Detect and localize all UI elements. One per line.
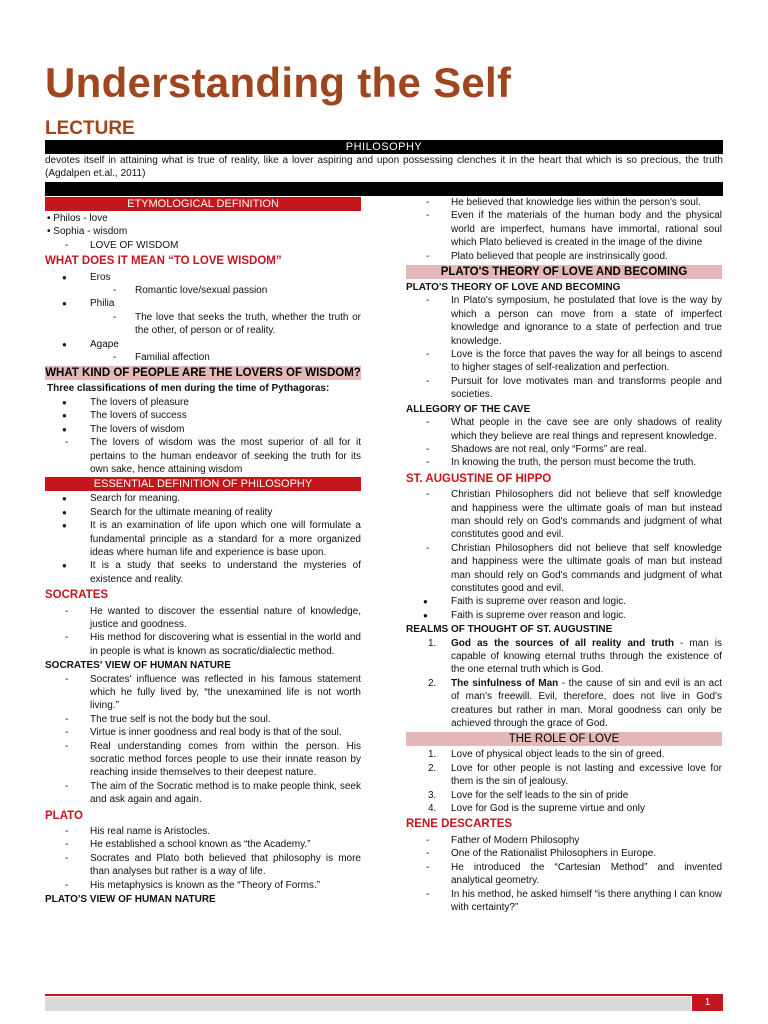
list-item: - Christian Philosophers did not believe that self knowledge and happiness were the ultimate goals of man but instead man should rely on God's commands and judgment of what constitutes good and evil. bbox=[406, 542, 722, 596]
lovers-intro: Three classifications of men during the time of Pythagoras: bbox=[47, 383, 330, 395]
list-number: 2. bbox=[428, 677, 437, 689]
right-column bbox=[406, 196, 722, 914]
list-item bbox=[406, 637, 722, 677]
list-item: ● It is a study that seeks to understand the mysteries of existence and reality. bbox=[45, 559, 361, 586]
list-item: - In knowing the truth, the person must become the truth. bbox=[406, 456, 722, 469]
augustine-heading: ST. AUGUSTINE OF HIPPO bbox=[406, 472, 552, 485]
realm-text: - the cause of sin and evil is an act of man's freewill. Evil, therefore, does not live in God's creatures but rather in man. Moral goodness can only be achieved through the grace of God. bbox=[451, 677, 723, 730]
realms-heading: REALMS OF THOUGHT OF ST. AUGUSTINE bbox=[406, 624, 613, 636]
love-wisdom-heading: WHAT DOES IT MEAN “TO LOVE WISDOM” bbox=[45, 255, 282, 268]
list-item: - Socrates' influence was reflected in his famous statement which he fully lived by, “the unexamined life is not worth living.” bbox=[45, 673, 361, 713]
list-item: - The aim of the Socratic method is to make people think, seek and ask again and again. bbox=[45, 780, 361, 807]
list-item: - In his method, he asked himself “is there anything I can know with certainty?” bbox=[406, 888, 722, 915]
list-number: 1. bbox=[428, 637, 437, 649]
list-item: - Love is the force that paves the way for all beings to ascend to higher stages of self-realization and perfection. bbox=[406, 348, 722, 375]
socrates-heading: SOCRATES bbox=[45, 589, 109, 602]
list-item: - Socrates and Plato both believed that philosophy is more than analyses but rather is a way of life. bbox=[45, 852, 361, 879]
list-text: Love of physical object leads to the sin of greed. bbox=[451, 749, 665, 761]
list-item: ● It is an examination of life upon which one will formulate a fundamental principle as a standard for a more organized ideas where human life and experience is base upon. bbox=[45, 519, 361, 559]
list-item: - He believed that knowledge lies within the person's soul. bbox=[406, 196, 722, 209]
list-item: - Pursuit for love motivates man and transforms people and societies. bbox=[406, 375, 722, 402]
list-item: - One of the Rationalist Philosophers in Europe. bbox=[406, 847, 722, 860]
list-item: ● Philia bbox=[45, 297, 361, 310]
list-item: - The lovers of wisdom was the most superior of all for it pertains to the human endeavor of seeking the truth for its own sake, hence attaining wisdom bbox=[45, 436, 361, 476]
list-item bbox=[406, 748, 722, 761]
list-item: - The true self is not the body but the soul. bbox=[45, 713, 361, 726]
realm-title: God as the sources of all reality and truth bbox=[451, 637, 675, 649]
socrates-view-heading: SOCRATES' VIEW OF HUMAN NATURE bbox=[45, 660, 231, 672]
list-number: 1. bbox=[428, 749, 437, 761]
list-item: ● Faith is supreme over reason and logic. bbox=[406, 609, 722, 622]
realm-title: The sinfulness of Man bbox=[451, 677, 559, 689]
list-item: - He established a school known as “the Academy.” bbox=[45, 838, 361, 851]
list-item bbox=[406, 789, 722, 802]
list-item: - Father of Modern Philosophy bbox=[406, 834, 722, 847]
list-item: • Sophia - wisdom bbox=[47, 226, 128, 238]
essential-heading: ESSENTIAL DEFINITION OF PHILOSOPHY bbox=[45, 477, 361, 491]
list-item: ● The lovers of success bbox=[45, 409, 361, 422]
list-item: - Romantic love/sexual passion bbox=[45, 284, 361, 297]
list-item: - His method for discovering what is essential in the world and in people is what is known as socratic/dialectic method. bbox=[45, 631, 361, 658]
etymology-heading: ETYMOLOGICAL DEFINITION bbox=[45, 197, 361, 211]
list-item: - What people in the cave see are only shadows of reality which they believe are real things and represent knowledge. bbox=[406, 416, 722, 443]
list-item: - Even if the materials of the human body and the physical world are imperfect, humans have immortal, rational soul which Plato believed is created in the image of the divine bbox=[406, 209, 722, 249]
list-item: ● Agape bbox=[45, 338, 361, 351]
list-item: ● Search for meaning. bbox=[45, 492, 361, 505]
list-item: - His metaphysics is known as the “Theory of Forms.” bbox=[45, 879, 361, 892]
plato-heading: PLATO bbox=[45, 809, 83, 822]
realm-text: - man is capable of knowing eternal truths through the existence of the one eternal truth which is God. bbox=[451, 637, 723, 676]
list-item bbox=[406, 677, 722, 731]
list-item: - In Plato's symposium, he postulated that love is the way by which a person can move from a state of imperfect knowledge and ignorance to a state of perfection and true knowledge. bbox=[406, 294, 722, 348]
theory-heading: PLATO'S THEORY OF LOVE AND BECOMING bbox=[406, 265, 722, 279]
cave-heading: ALLEGORY OF THE CAVE bbox=[406, 403, 531, 415]
page-title: Understanding the Self bbox=[45, 59, 512, 106]
theory-subheading: PLATO'S THEORY OF LOVE AND BECOMING bbox=[406, 282, 621, 294]
left-column bbox=[45, 196, 361, 907]
list-item bbox=[406, 802, 722, 815]
list-item: - Shadows are not real, only “Forms” are real. bbox=[406, 443, 722, 456]
list-number: 2. bbox=[428, 762, 437, 774]
plato-view-heading: PLATO'S VIEW OF HUMAN NATURE bbox=[45, 894, 216, 906]
list-text: Love for other people is not lasting and excessive love for them is the sin of jealousy. bbox=[451, 762, 722, 788]
list-item: - LOVE OF WISDOM bbox=[45, 239, 361, 252]
list-item: - He wanted to discover the essential nature of knowledge, justice and goodness. bbox=[45, 605, 361, 632]
list-item: - Christian Philosophers did not believe that self knowledge and happiness were the ultimate goals of man but instead man should rely on God's commands and judgment of what constitutes good and evil. bbox=[406, 488, 722, 542]
list-number: 4. bbox=[428, 803, 437, 815]
list-text: Love for the self leads to the sin of pride bbox=[451, 789, 629, 801]
list-item: ● Search for the ultimate meaning of reality bbox=[45, 506, 361, 519]
list-item: - The love that seeks the truth, whether the truth or the other, of person or of reality. bbox=[45, 311, 361, 338]
footer-bar bbox=[45, 997, 691, 1011]
list-item: - Plato believed that people are instrinsically good. bbox=[406, 250, 722, 263]
list-item: - Virtue is inner goodness and real body is that of the soul. bbox=[45, 726, 361, 739]
intro-text: devotes itself in attaining what is true of reality, like a lover aspiring and upon possessing clenches it in the heart that which is so precious, the truth (Agdalpen et.al., 2011) bbox=[45, 155, 723, 179]
footer-line bbox=[45, 994, 723, 996]
list-item: - Familial affection bbox=[45, 351, 361, 364]
list-number: 3. bbox=[428, 789, 437, 801]
list-item: - His real name is Aristocles. bbox=[45, 825, 361, 838]
list-item: • Philos - love bbox=[47, 213, 108, 224]
philosophy-bar: PHILOSOPHY bbox=[45, 140, 723, 154]
list-item: ● Faith is supreme over reason and logic. bbox=[406, 595, 722, 608]
list-item: ● The lovers of pleasure bbox=[45, 396, 361, 409]
divider-bar bbox=[45, 182, 723, 196]
descartes-heading: RENE DESCARTES bbox=[406, 818, 513, 831]
list-item bbox=[406, 762, 722, 789]
page-number: 1 bbox=[692, 995, 723, 1011]
lovers-heading: WHAT KIND OF PEOPLE ARE THE LOVERS OF WISDOM? bbox=[45, 367, 361, 380]
list-item: - Real understanding comes from within the person. His socratic method forces people to use their innate reason by reaching inside themselves to their deepest nature. bbox=[45, 740, 361, 780]
list-item: ● Eros bbox=[45, 271, 361, 284]
role-heading: THE ROLE OF LOVE bbox=[406, 732, 722, 746]
page-subtitle: LECTURE bbox=[45, 118, 135, 139]
list-item: - He introduced the “Cartesian Method” and invented analytical geometry. bbox=[406, 861, 722, 888]
list-item: ● The lovers of wisdom bbox=[45, 423, 361, 436]
list-text: Love for God is the supreme virtue and only bbox=[451, 803, 645, 815]
